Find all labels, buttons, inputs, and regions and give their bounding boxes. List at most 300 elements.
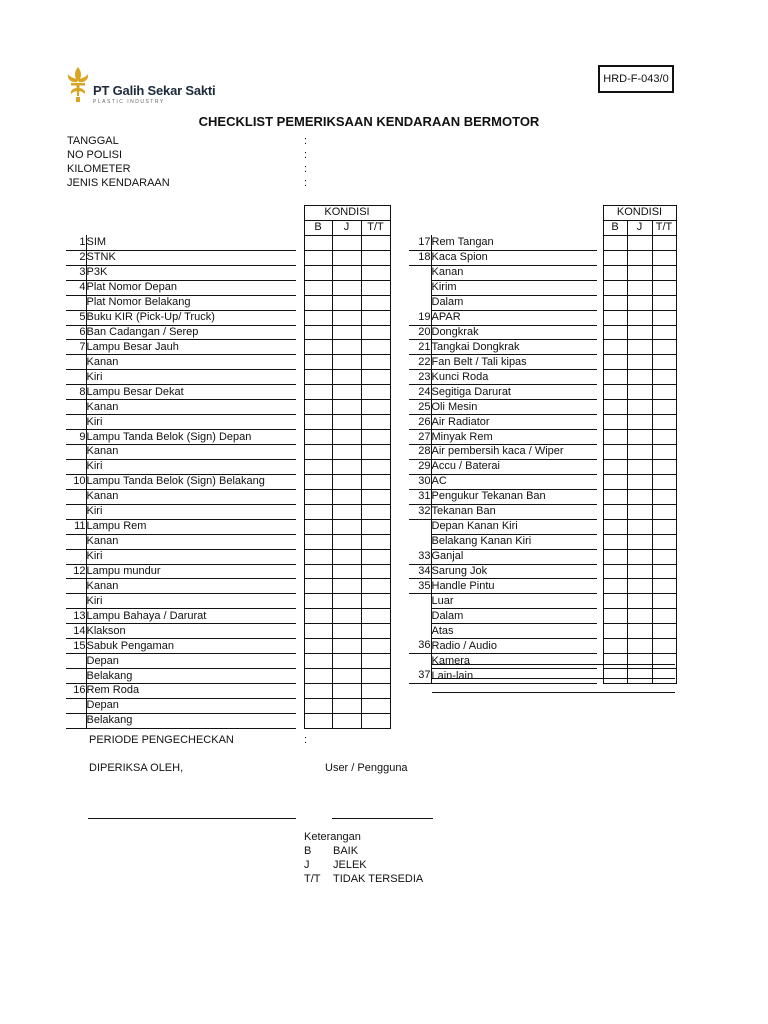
item-label: Plat Nomor Depan bbox=[86, 280, 296, 295]
spacer bbox=[296, 624, 304, 639]
kondisi-check-tt[interactable] bbox=[361, 504, 390, 519]
item-number: 36 bbox=[409, 639, 431, 654]
kondisi-check-b[interactable] bbox=[603, 295, 627, 310]
kondisi-check-j[interactable] bbox=[627, 340, 652, 355]
kondisi-check-b[interactable] bbox=[603, 534, 627, 549]
kondisi-check-j[interactable] bbox=[627, 579, 652, 594]
header-field-label: NO POLISI bbox=[67, 149, 123, 161]
kondisi-check-b[interactable] bbox=[304, 624, 332, 639]
kondisi-check-tt[interactable] bbox=[652, 669, 676, 684]
kondisi-check-tt[interactable] bbox=[361, 445, 390, 460]
kondisi-check-j[interactable] bbox=[332, 519, 361, 534]
item-label: Kunci Roda bbox=[431, 370, 597, 385]
kondisi-check-j[interactable] bbox=[332, 250, 361, 265]
kondisi-check-b[interactable] bbox=[304, 430, 332, 445]
kondisi-check-b[interactable] bbox=[304, 459, 332, 474]
item-number bbox=[66, 415, 86, 430]
kondisi-check-tt[interactable] bbox=[361, 579, 390, 594]
kondisi-check-tt[interactable] bbox=[652, 474, 676, 489]
kondisi-check-b[interactable] bbox=[304, 669, 332, 684]
item-number bbox=[409, 609, 431, 624]
kondisi-check-b[interactable] bbox=[304, 250, 332, 265]
kondisi-check-b[interactable] bbox=[304, 235, 332, 250]
kondisi-check-j[interactable] bbox=[332, 340, 361, 355]
checklist-row bbox=[409, 430, 676, 445]
kondisi-check-j[interactable] bbox=[332, 430, 361, 445]
kondisi-check-tt[interactable] bbox=[361, 459, 390, 474]
kondisi-check-tt[interactable] bbox=[361, 669, 390, 684]
spacer bbox=[296, 609, 304, 624]
item-number bbox=[66, 594, 86, 609]
kondisi-check-tt[interactable] bbox=[361, 310, 390, 325]
kondisi-check-tt[interactable] bbox=[652, 340, 676, 355]
item-number: 24 bbox=[409, 385, 431, 400]
kondisi-check-j[interactable] bbox=[627, 355, 652, 370]
kondisi-check-tt[interactable] bbox=[361, 355, 390, 370]
checklist-row bbox=[66, 280, 390, 295]
checklist-row bbox=[66, 430, 390, 445]
kondisi-check-j[interactable] bbox=[332, 235, 361, 250]
item-number bbox=[66, 713, 86, 728]
checklist-row bbox=[66, 340, 390, 355]
item-label: APAR bbox=[431, 310, 597, 325]
kondisi-check-tt[interactable] bbox=[652, 265, 676, 280]
checklist-row bbox=[66, 489, 390, 504]
kondisi-check-tt[interactable] bbox=[361, 400, 390, 415]
kondisi-check-b[interactable] bbox=[603, 519, 627, 534]
item-label: Fan Belt / Tali kipas bbox=[431, 355, 597, 370]
kondisi-check-b[interactable] bbox=[603, 504, 627, 519]
spacer bbox=[296, 564, 304, 579]
kondisi-check-tt[interactable] bbox=[361, 474, 390, 489]
kondisi-check-j[interactable] bbox=[332, 489, 361, 504]
item-number: 6 bbox=[66, 325, 86, 340]
kondisi-check-b[interactable] bbox=[304, 385, 332, 400]
kondisi-check-b[interactable] bbox=[603, 669, 627, 684]
kondisi-check-tt[interactable] bbox=[652, 609, 676, 624]
spacer bbox=[296, 654, 304, 669]
kondisi-check-j[interactable] bbox=[332, 698, 361, 713]
kondisi-check-tt[interactable] bbox=[361, 534, 390, 549]
spacer bbox=[296, 713, 304, 728]
spacer bbox=[296, 669, 304, 684]
kondisi-check-j[interactable] bbox=[627, 594, 652, 609]
spacer bbox=[296, 504, 304, 519]
kondisi-check-b[interactable] bbox=[304, 713, 332, 728]
kondisi-check-j[interactable] bbox=[627, 459, 652, 474]
item-number bbox=[409, 295, 431, 310]
item-label: Air pembersih kaca / Wiper bbox=[431, 445, 597, 460]
kondisi-check-b[interactable] bbox=[304, 310, 332, 325]
kondisi-check-j[interactable] bbox=[627, 519, 652, 534]
kondisi-check-b[interactable] bbox=[304, 340, 332, 355]
kondisi-check-tt[interactable] bbox=[652, 325, 676, 340]
kondisi-check-tt[interactable] bbox=[652, 549, 676, 564]
kondisi-check-b[interactable] bbox=[603, 609, 627, 624]
kondisi-check-j[interactable] bbox=[627, 430, 652, 445]
kondisi-check-j[interactable] bbox=[627, 489, 652, 504]
kondisi-check-b[interactable] bbox=[603, 445, 627, 460]
item-number bbox=[66, 504, 86, 519]
kondisi-check-tt[interactable] bbox=[652, 385, 676, 400]
kondisi-check-b[interactable] bbox=[603, 564, 627, 579]
kondisi-check-tt[interactable] bbox=[361, 250, 390, 265]
kondisi-check-b[interactable] bbox=[304, 564, 332, 579]
signature-line-user[interactable] bbox=[332, 818, 433, 819]
checklist-row bbox=[66, 370, 390, 385]
kondisi-check-j[interactable] bbox=[332, 504, 361, 519]
kondisi-check-b[interactable] bbox=[603, 579, 627, 594]
kondisi-check-j[interactable] bbox=[627, 265, 652, 280]
kondisi-check-j[interactable] bbox=[627, 564, 652, 579]
kondisi-check-j[interactable] bbox=[332, 684, 361, 699]
kondisi-check-b[interactable] bbox=[304, 579, 332, 594]
kondisi-check-tt[interactable] bbox=[652, 370, 676, 385]
checklist-row bbox=[66, 295, 390, 310]
kondisi-check-j[interactable] bbox=[332, 325, 361, 340]
kondisi-check-j[interactable] bbox=[332, 474, 361, 489]
spacer bbox=[296, 340, 304, 355]
document-code: HRD-F-043/0 bbox=[598, 65, 674, 93]
item-number: 25 bbox=[409, 400, 431, 415]
item-number bbox=[66, 295, 86, 310]
kondisi-check-tt[interactable] bbox=[361, 295, 390, 310]
kondisi-check-b[interactable] bbox=[603, 250, 627, 265]
kondisi-check-tt[interactable] bbox=[652, 459, 676, 474]
kondisi-check-j[interactable] bbox=[332, 594, 361, 609]
kondisi-check-j[interactable] bbox=[627, 474, 652, 489]
blank-line bbox=[432, 664, 675, 665]
kondisi-check-b[interactable] bbox=[304, 474, 332, 489]
item-label: P3K bbox=[86, 265, 296, 280]
kondisi-check-j[interactable] bbox=[332, 654, 361, 669]
kondisi-check-tt[interactable] bbox=[652, 355, 676, 370]
item-label: Sarung Jok bbox=[431, 564, 597, 579]
item-number: 2 bbox=[66, 250, 86, 265]
item-label: Kiri bbox=[86, 459, 296, 474]
kondisi-check-j[interactable] bbox=[332, 370, 361, 385]
kondisi-check-tt[interactable] bbox=[652, 519, 676, 534]
checklist-row bbox=[66, 549, 390, 564]
spacer bbox=[296, 265, 304, 280]
kondisi-check-j[interactable] bbox=[627, 235, 652, 250]
header-field-colon: : bbox=[304, 177, 308, 189]
item-number: 5 bbox=[66, 310, 86, 325]
kondisi-check-j[interactable] bbox=[332, 669, 361, 684]
item-number bbox=[66, 489, 86, 504]
kondisi-check-b[interactable] bbox=[304, 400, 332, 415]
kondisi-check-j[interactable] bbox=[627, 504, 652, 519]
kondisi-check-b[interactable] bbox=[603, 370, 627, 385]
item-label: Depan bbox=[86, 654, 296, 669]
kondisi-check-b[interactable] bbox=[603, 400, 627, 415]
kondisi-check-tt[interactable] bbox=[652, 654, 676, 669]
checklist-row bbox=[409, 250, 676, 265]
kondisi-check-tt[interactable] bbox=[361, 698, 390, 713]
checklist-row bbox=[409, 415, 676, 430]
kondisi-check-tt[interactable] bbox=[652, 534, 676, 549]
kondisi-check-tt[interactable] bbox=[361, 430, 390, 445]
kondisi-check-tt[interactable] bbox=[361, 265, 390, 280]
item-number bbox=[66, 445, 86, 460]
spacer bbox=[296, 579, 304, 594]
kondisi-check-tt[interactable] bbox=[652, 489, 676, 504]
kondisi-check-j[interactable] bbox=[627, 654, 652, 669]
kondisi-check-b[interactable] bbox=[304, 609, 332, 624]
kondisi-check-j[interactable] bbox=[332, 564, 361, 579]
kondisi-check-j[interactable] bbox=[627, 609, 652, 624]
kondisi-check-j[interactable] bbox=[627, 310, 652, 325]
item-number bbox=[409, 594, 431, 609]
kondisi-check-b[interactable] bbox=[603, 459, 627, 474]
kondisi-check-b[interactable] bbox=[304, 355, 332, 370]
kondisi-check-b[interactable] bbox=[603, 430, 627, 445]
kondisi-check-tt[interactable] bbox=[361, 489, 390, 504]
kondisi-check-j[interactable] bbox=[332, 624, 361, 639]
diperiksa-label: DIPERIKSA OLEH, bbox=[89, 762, 184, 774]
kondisi-check-tt[interactable] bbox=[652, 250, 676, 265]
item-label: Ganjal bbox=[431, 549, 597, 564]
kondisi-check-j[interactable] bbox=[627, 534, 652, 549]
kondisi-check-j[interactable] bbox=[627, 445, 652, 460]
kondisi-check-tt[interactable] bbox=[361, 624, 390, 639]
kondisi-check-b[interactable] bbox=[304, 280, 332, 295]
spacer bbox=[296, 415, 304, 430]
kondisi-check-j[interactable] bbox=[627, 549, 652, 564]
spacer bbox=[296, 474, 304, 489]
right-checklist-table bbox=[409, 205, 677, 684]
item-label: Buku KIR (Pick-Up/ Truck) bbox=[86, 310, 296, 325]
kondisi-col-j: J bbox=[332, 220, 361, 235]
item-label: Kamera bbox=[431, 654, 597, 669]
kondisi-check-j[interactable] bbox=[627, 295, 652, 310]
kondisi-check-tt[interactable] bbox=[652, 639, 676, 654]
legend-desc-tt: TIDAK TERSEDIA bbox=[333, 873, 424, 885]
kondisi-check-b[interactable] bbox=[304, 265, 332, 280]
kondisi-check-b[interactable] bbox=[603, 654, 627, 669]
kondisi-check-b[interactable] bbox=[304, 370, 332, 385]
kondisi-check-b[interactable] bbox=[304, 654, 332, 669]
kondisi-check-tt[interactable] bbox=[652, 445, 676, 460]
kondisi-check-b[interactable] bbox=[304, 415, 332, 430]
spacer bbox=[296, 250, 304, 265]
kondisi-check-tt[interactable] bbox=[652, 415, 676, 430]
kondisi-check-tt[interactable] bbox=[361, 340, 390, 355]
kondisi-check-j[interactable] bbox=[332, 400, 361, 415]
checklist-row bbox=[409, 445, 676, 460]
keterangan-title: Keterangan bbox=[304, 831, 361, 843]
item-number: 9 bbox=[66, 430, 86, 445]
kondisi-check-j[interactable] bbox=[332, 579, 361, 594]
kondisi-check-tt[interactable] bbox=[652, 310, 676, 325]
legend-code-b: B bbox=[304, 845, 312, 857]
kondisi-check-j[interactable] bbox=[627, 250, 652, 265]
kondisi-check-tt[interactable] bbox=[652, 624, 676, 639]
kondisi-check-j[interactable] bbox=[627, 639, 652, 654]
kondisi-check-b[interactable] bbox=[304, 325, 332, 340]
item-label: Depan Kanan Kiri bbox=[431, 519, 597, 534]
item-label: Luar bbox=[431, 594, 597, 609]
kondisi-check-b[interactable] bbox=[304, 489, 332, 504]
kondisi-check-tt[interactable] bbox=[652, 594, 676, 609]
kondisi-check-j[interactable] bbox=[332, 310, 361, 325]
kondisi-check-b[interactable] bbox=[304, 445, 332, 460]
kondisi-check-j[interactable] bbox=[627, 669, 652, 684]
kondisi-check-j[interactable] bbox=[627, 624, 652, 639]
kondisi-check-j[interactable] bbox=[332, 295, 361, 310]
item-number: 23 bbox=[409, 370, 431, 385]
legend-desc-b: BAIK bbox=[333, 845, 359, 857]
kondisi-check-tt[interactable] bbox=[361, 639, 390, 654]
kondisi-check-b[interactable] bbox=[603, 340, 627, 355]
kondisi-check-b[interactable] bbox=[603, 265, 627, 280]
item-number bbox=[66, 579, 86, 594]
spacer bbox=[296, 430, 304, 445]
checklist-row bbox=[409, 639, 676, 654]
item-number: 1 bbox=[66, 235, 86, 250]
checklist-row bbox=[409, 564, 676, 579]
kondisi-check-j[interactable] bbox=[332, 385, 361, 400]
checklist-row bbox=[66, 504, 390, 519]
kondisi-check-j[interactable] bbox=[332, 459, 361, 474]
kondisi-check-tt[interactable] bbox=[361, 564, 390, 579]
checklist-row bbox=[66, 385, 390, 400]
item-label: Dalam bbox=[431, 609, 597, 624]
kondisi-check-b[interactable] bbox=[603, 310, 627, 325]
kondisi-check-b[interactable] bbox=[603, 235, 627, 250]
checklist-row bbox=[409, 370, 676, 385]
item-number bbox=[66, 355, 86, 370]
item-label: Kiri bbox=[86, 415, 296, 430]
kondisi-check-tt[interactable] bbox=[652, 235, 676, 250]
kondisi-check-b[interactable] bbox=[603, 594, 627, 609]
spacer bbox=[296, 310, 304, 325]
kondisi-check-tt[interactable] bbox=[361, 609, 390, 624]
kondisi-check-tt[interactable] bbox=[361, 325, 390, 340]
kondisi-check-j[interactable] bbox=[627, 385, 652, 400]
kondisi-check-j[interactable] bbox=[627, 400, 652, 415]
item-label: Ban Cadangan / Serep bbox=[86, 325, 296, 340]
signature-line-inspector[interactable] bbox=[88, 818, 296, 819]
checklist-row bbox=[409, 400, 676, 415]
kondisi-check-j[interactable] bbox=[332, 445, 361, 460]
kondisi-check-j[interactable] bbox=[332, 534, 361, 549]
kondisi-check-tt[interactable] bbox=[652, 564, 676, 579]
item-label: Sabuk Pengaman bbox=[86, 639, 296, 654]
kondisi-check-tt[interactable] bbox=[361, 684, 390, 699]
header-field-label: KILOMETER bbox=[67, 163, 131, 175]
kondisi-check-tt[interactable] bbox=[652, 295, 676, 310]
kondisi-check-b[interactable] bbox=[304, 698, 332, 713]
checklist-row bbox=[66, 310, 390, 325]
kondisi-check-j[interactable] bbox=[332, 355, 361, 370]
kondisi-check-j[interactable] bbox=[332, 280, 361, 295]
kondisi-check-b[interactable] bbox=[603, 355, 627, 370]
kondisi-check-tt[interactable] bbox=[652, 430, 676, 445]
item-label: Segitiga Darurat bbox=[431, 385, 597, 400]
kondisi-check-b[interactable] bbox=[603, 624, 627, 639]
kondisi-check-b[interactable] bbox=[603, 474, 627, 489]
kondisi-check-tt[interactable] bbox=[361, 519, 390, 534]
item-label: Kanan bbox=[86, 355, 296, 370]
checklist-row bbox=[409, 579, 676, 594]
kondisi-check-tt[interactable] bbox=[361, 415, 390, 430]
kondisi-check-b[interactable] bbox=[304, 639, 332, 654]
kondisi-check-j[interactable] bbox=[627, 370, 652, 385]
kondisi-check-j[interactable] bbox=[627, 325, 652, 340]
item-label: Klakson bbox=[86, 624, 296, 639]
checklist-row bbox=[409, 385, 676, 400]
left-checklist-table bbox=[66, 205, 391, 729]
header-field-colon: : bbox=[304, 135, 308, 147]
kondisi-check-j[interactable] bbox=[627, 415, 652, 430]
item-label: Rem Tangan bbox=[431, 235, 597, 250]
kondisi-check-tt[interactable] bbox=[361, 654, 390, 669]
kondisi-check-b[interactable] bbox=[603, 385, 627, 400]
kondisi-check-j[interactable] bbox=[627, 280, 652, 295]
checklist-row bbox=[66, 445, 390, 460]
item-label: Kanan bbox=[86, 445, 296, 460]
item-number: 22 bbox=[409, 355, 431, 370]
kondisi-check-b[interactable] bbox=[603, 639, 627, 654]
kondisi-check-j[interactable] bbox=[332, 639, 361, 654]
kondisi-check-b[interactable] bbox=[304, 295, 332, 310]
item-number: 3 bbox=[66, 265, 86, 280]
item-label: Lampu Besar Dekat bbox=[86, 385, 296, 400]
kondisi-check-tt[interactable] bbox=[361, 280, 390, 295]
kondisi-check-tt[interactable] bbox=[361, 594, 390, 609]
spacer bbox=[296, 489, 304, 504]
kondisi-check-b[interactable] bbox=[304, 684, 332, 699]
item-label: Belakang bbox=[86, 713, 296, 728]
kondisi-check-b[interactable] bbox=[304, 549, 332, 564]
kondisi-check-b[interactable] bbox=[603, 325, 627, 340]
kondisi-check-b[interactable] bbox=[603, 489, 627, 504]
item-number bbox=[409, 519, 431, 534]
kondisi-check-j[interactable] bbox=[332, 415, 361, 430]
item-label: Radio / Audio bbox=[431, 639, 597, 654]
kondisi-check-tt[interactable] bbox=[361, 235, 390, 250]
kondisi-check-b[interactable] bbox=[304, 534, 332, 549]
kondisi-check-b[interactable] bbox=[603, 280, 627, 295]
spacer bbox=[296, 295, 304, 310]
item-number bbox=[66, 534, 86, 549]
checklist-row bbox=[66, 669, 390, 684]
kondisi-check-b[interactable] bbox=[304, 594, 332, 609]
item-number: 18 bbox=[409, 250, 431, 265]
kondisi-check-tt[interactable] bbox=[652, 280, 676, 295]
kondisi-check-tt[interactable] bbox=[361, 370, 390, 385]
item-label: Belakang bbox=[86, 669, 296, 684]
kondisi-check-b[interactable] bbox=[304, 504, 332, 519]
kondisi-check-j[interactable] bbox=[332, 549, 361, 564]
item-label: Kaca Spion bbox=[431, 250, 597, 265]
checklist-row bbox=[66, 713, 390, 728]
item-number bbox=[66, 400, 86, 415]
kondisi-check-tt[interactable] bbox=[361, 385, 390, 400]
kondisi-check-j[interactable] bbox=[332, 265, 361, 280]
kondisi-check-b[interactable] bbox=[603, 549, 627, 564]
kondisi-check-j[interactable] bbox=[332, 713, 361, 728]
kondisi-check-tt[interactable] bbox=[652, 400, 676, 415]
kondisi-check-tt[interactable] bbox=[361, 549, 390, 564]
kondisi-check-b[interactable] bbox=[603, 415, 627, 430]
kondisi-check-b[interactable] bbox=[304, 519, 332, 534]
kondisi-check-j[interactable] bbox=[332, 609, 361, 624]
kondisi-check-tt[interactable] bbox=[652, 504, 676, 519]
kondisi-check-tt[interactable] bbox=[361, 713, 390, 728]
kondisi-check-tt[interactable] bbox=[652, 579, 676, 594]
